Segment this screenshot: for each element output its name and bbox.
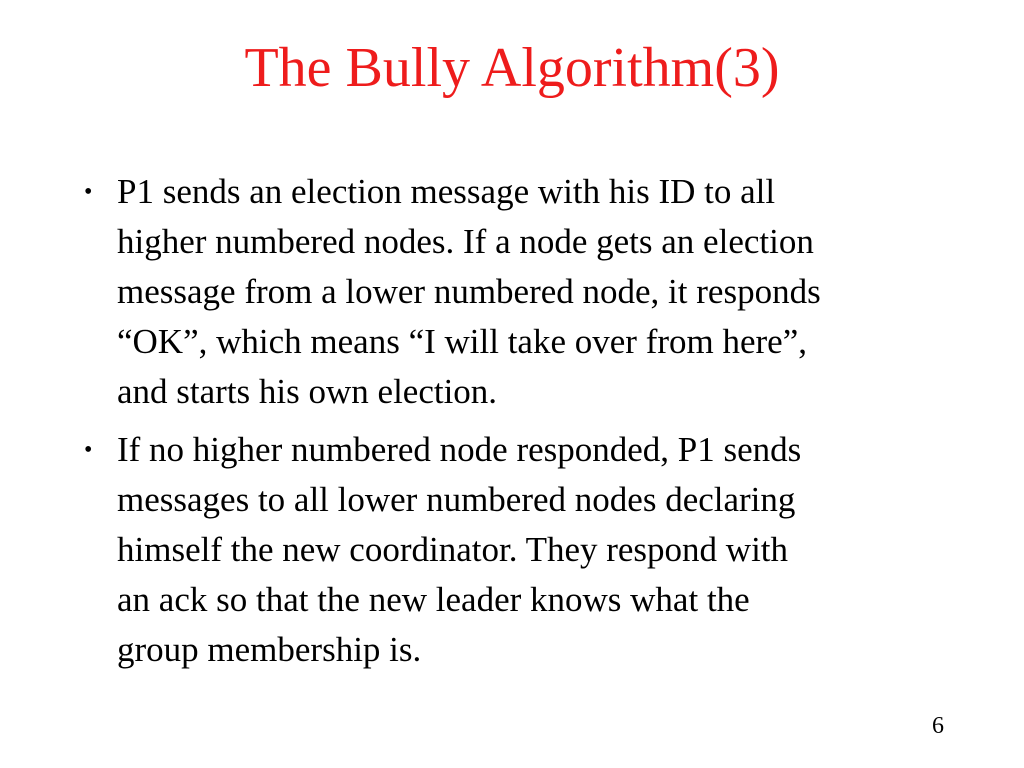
bullet-line: messages to all lower numbered nodes declaring xyxy=(117,480,796,519)
bullet-line: “OK”, which means “I will take over from here”, xyxy=(117,322,807,361)
bullet-line: message from a lower numbered node, it responds xyxy=(117,272,821,311)
bullet-icon: • xyxy=(84,179,93,205)
bullet-line: higher numbered nodes. If a node gets an election xyxy=(117,222,814,261)
bullet-line: P1 sends an election message with his ID to all xyxy=(117,172,776,211)
bullet-line: group membership is. xyxy=(117,630,422,669)
slide-title: The Bully Algorithm(3) xyxy=(244,37,780,99)
bullet-line: himself the new coordinator. They respond with xyxy=(117,530,789,569)
page-number: 6 xyxy=(932,713,944,739)
bullet-line: If no higher numbered node responded, P1 sends xyxy=(117,430,802,469)
bullet-item-2 xyxy=(80,425,930,675)
bullet-line: an ack so that the new leader knows what the xyxy=(117,580,750,619)
bullet-icon: • xyxy=(84,437,93,463)
bullet-line: and starts his own election. xyxy=(117,372,498,411)
bullet-list xyxy=(80,167,930,683)
bullet-item-1 xyxy=(80,167,930,417)
